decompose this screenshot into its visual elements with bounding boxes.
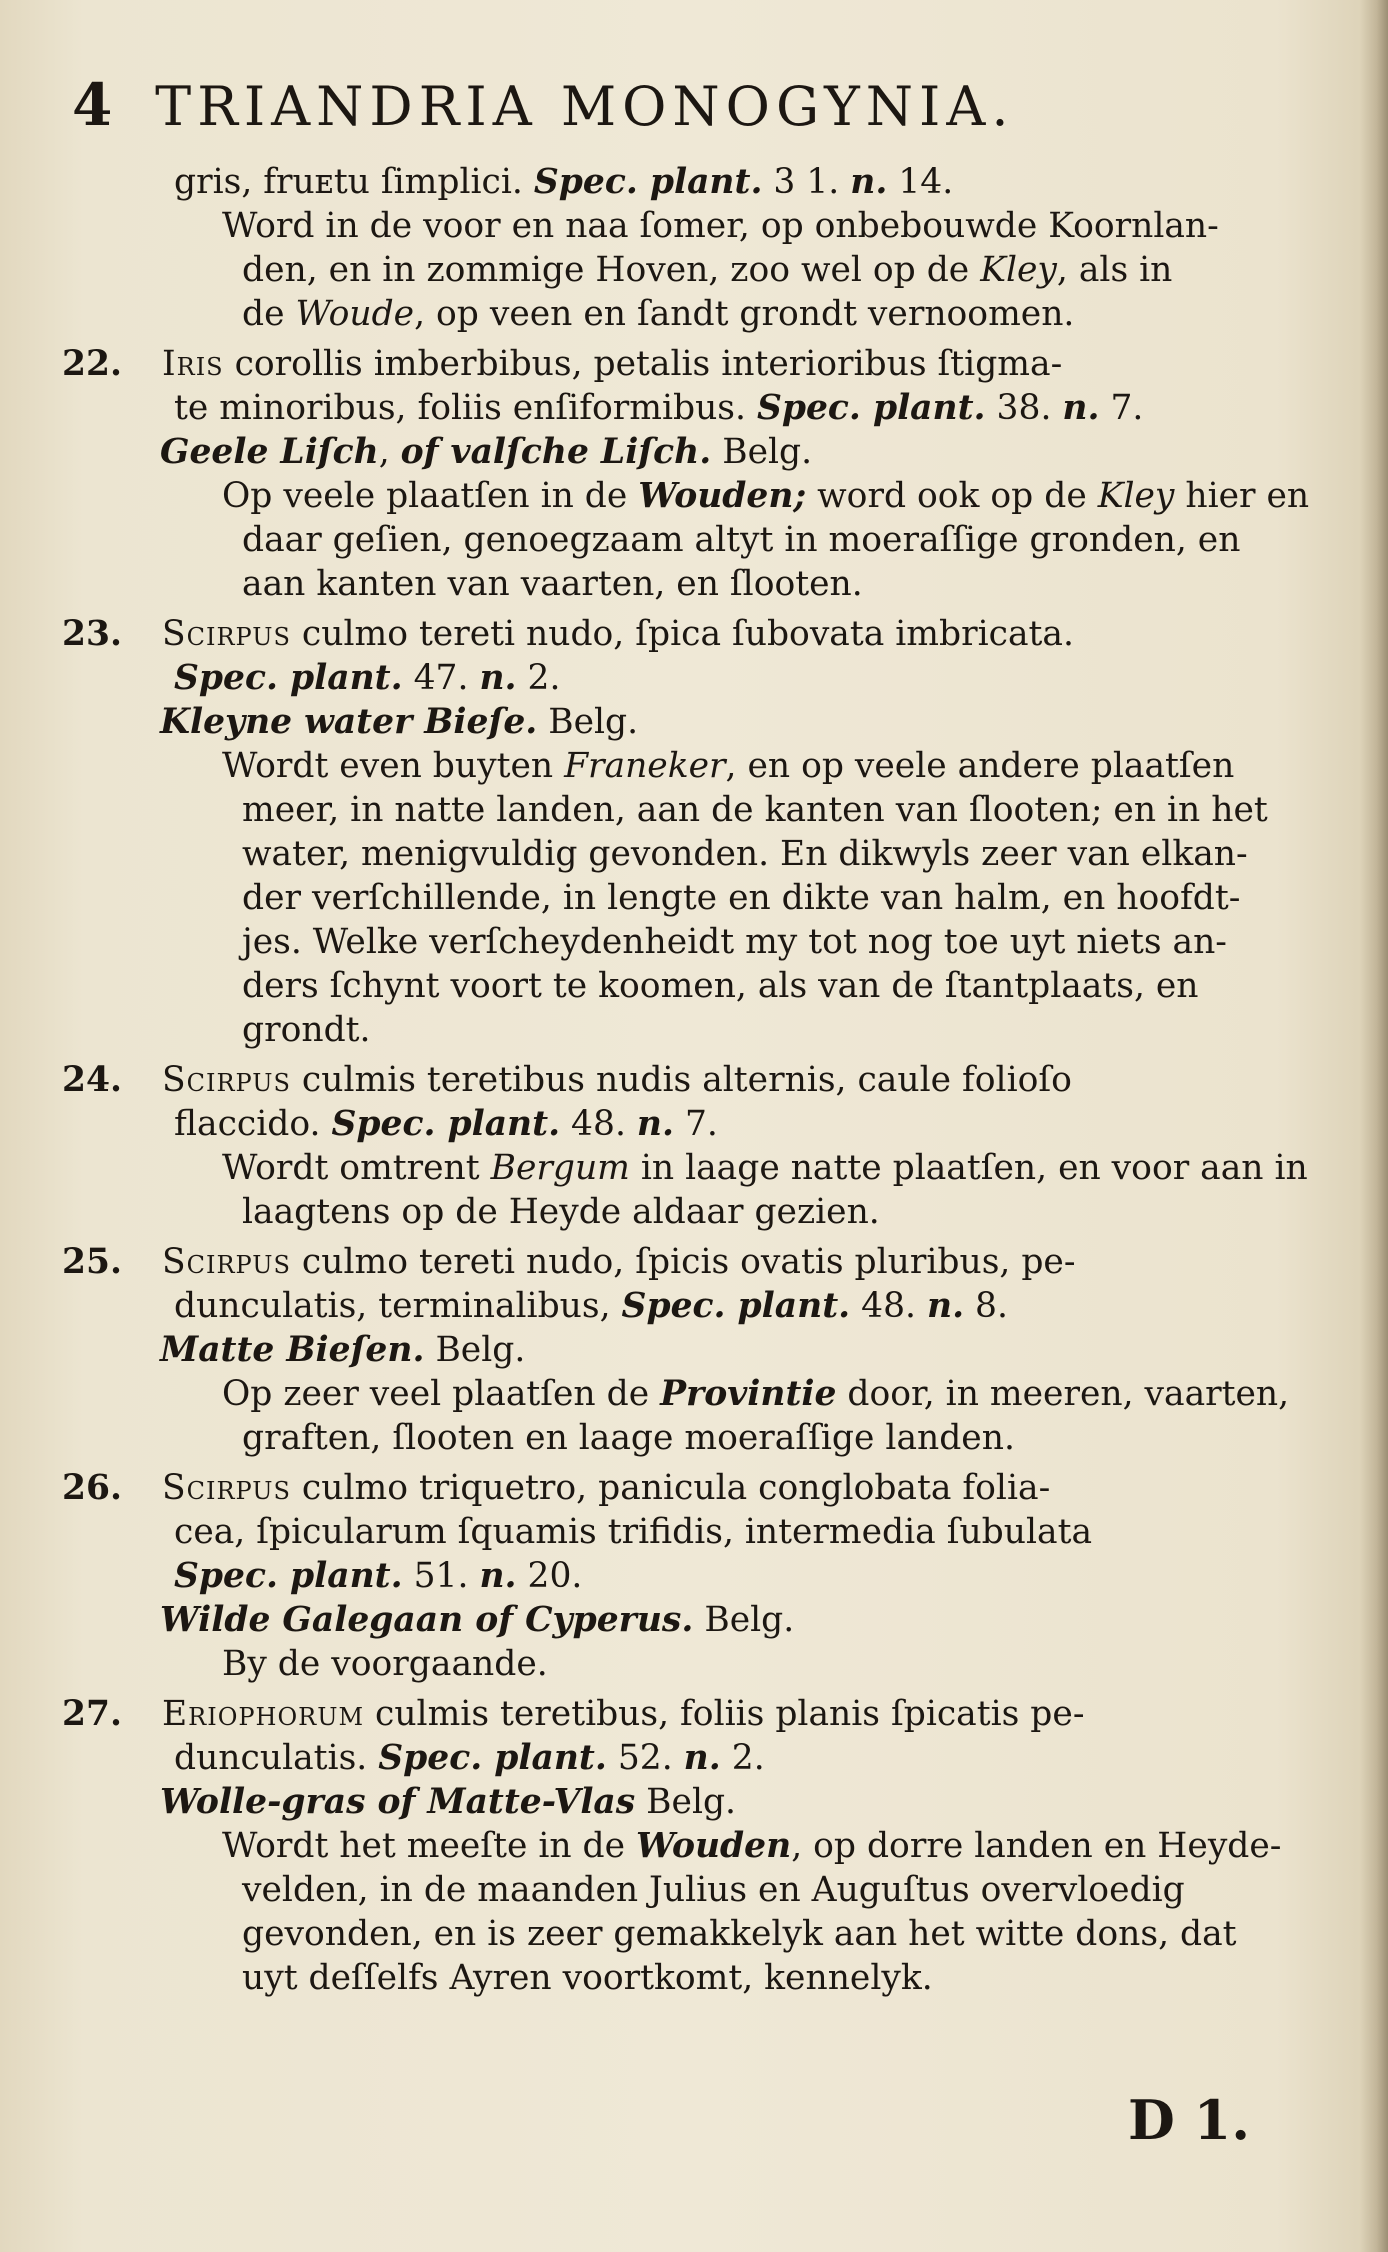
text-line <box>62 788 1282 832</box>
text-line <box>62 1416 1282 1460</box>
species-entry <box>62 612 1282 1052</box>
text-span: gevonden, en is zeer gemakkelyk aan het witte dons, dat <box>242 1914 1237 1954</box>
text-span: Kley <box>980 250 1057 290</box>
text-span: Spec. plant. <box>174 658 403 698</box>
text-span: , en op veele andere plaatſen <box>725 746 1235 786</box>
species-entry <box>62 1058 1308 1234</box>
text-line <box>62 386 1282 430</box>
text-span: 3 1. <box>762 162 851 202</box>
text-span: meer, in natte landen, aan de kanten van ſlooten; en in het <box>242 790 1268 830</box>
text-span: Spec. plant. <box>378 1738 607 1778</box>
running-header <box>72 70 1182 140</box>
text-span: Scirpus <box>162 1242 291 1282</box>
text-span: 48. <box>560 1104 637 1144</box>
text-span: Wouden; <box>638 476 807 516</box>
text-line <box>62 1692 1282 1736</box>
text-line <box>62 1328 1282 1372</box>
text-line <box>62 1912 1282 1956</box>
text-span: culmo tereti nudo, ſpica ſubovata imbricata. <box>290 614 1074 654</box>
entry-number: 26. <box>62 1468 123 1508</box>
text-line <box>62 1284 1282 1328</box>
text-span: n. <box>850 162 888 202</box>
text-line <box>62 342 1282 386</box>
text-span: Wouden <box>636 1826 792 1866</box>
text-line <box>62 612 1282 656</box>
species-entry <box>62 1692 1282 2000</box>
text-span: 38. <box>985 388 1063 428</box>
text-span: flaccido. <box>174 1104 332 1144</box>
text-span: Op veele plaatſen in de <box>222 476 639 516</box>
text-span: 7. <box>1099 388 1144 428</box>
text-span: culmo tereti nudo, ſpicis ovatis pluribus, pe- <box>290 1242 1076 1282</box>
text-span: Kleyne water Bieſe. <box>160 702 538 742</box>
text-span: 48. <box>850 1286 927 1326</box>
text-span: in laage natte plaatſen, en voor aan in <box>629 1148 1308 1188</box>
text-span: dunculatis, terminalibus, <box>174 1286 622 1326</box>
text-line <box>62 562 1282 606</box>
text-line <box>62 964 1282 1008</box>
text-span: graften, ſlooten en laage moeraſſige landen. <box>242 1418 1015 1458</box>
text-span: Scirpus <box>162 614 291 654</box>
text-span: n. <box>683 1738 721 1778</box>
text-line <box>62 1372 1290 1416</box>
text-line <box>62 1146 1308 1190</box>
species-entry <box>62 342 1310 606</box>
text-body <box>62 160 1310 2006</box>
species-entry <box>62 160 1282 336</box>
text-span: , als in <box>1056 250 1173 290</box>
text-span: culmis teretibus, foliis planis ſpicatis pe- <box>364 1694 1085 1734</box>
text-span: cea, ſpicularum ſquamis trifidis, intermedia ſubulata <box>174 1512 1093 1552</box>
text-span: dunculatis. <box>174 1738 379 1778</box>
text-span: Bergum <box>490 1148 630 1188</box>
text-span: 7. <box>674 1104 718 1144</box>
text-span: Scirpus <box>162 1060 291 1100</box>
text-line <box>62 1868 1282 1912</box>
text-span: , op veen en ſandt grondt vernoomen. <box>414 294 1075 334</box>
running-title: TRIANDRIA MONOGYNIA. <box>155 75 1015 138</box>
text-span: Wordt omtrent <box>222 1148 491 1188</box>
text-line <box>62 1466 1282 1510</box>
text-span: Spec. plant. <box>331 1104 561 1144</box>
entry-number: 23. <box>62 614 123 654</box>
text-line <box>62 1008 1282 1052</box>
text-span: , op dorre landen en Heyde- <box>791 1826 1282 1866</box>
text-span: aan kanten van vaarten, en ſlooten. <box>242 564 863 604</box>
signature-mark: D 1. <box>1128 2088 1251 2152</box>
text-span: 20. <box>516 1556 583 1596</box>
text-span: laagtens op de Heyde aldaar gezien. <box>242 1192 880 1232</box>
text-line <box>62 920 1282 964</box>
page-edge-shadow <box>1360 0 1388 2252</box>
text-span: word ook op de <box>806 476 1098 516</box>
text-span: Franeker <box>564 746 726 786</box>
text-span: grondt. <box>242 1010 371 1050</box>
text-span: hier en <box>1174 476 1310 516</box>
text-span: Spec. plant. <box>756 388 986 428</box>
text-span: jes. Welke verſcheydenheidt my tot nog toe uyt niets an- <box>242 922 1227 962</box>
text-span: Woude <box>295 294 415 334</box>
text-span: 47. <box>402 658 480 698</box>
text-span: 8. <box>964 1286 1008 1326</box>
entry-number: 27. <box>62 1694 123 1734</box>
text-line <box>62 700 1282 744</box>
text-line <box>62 1780 1282 1824</box>
text-line <box>62 832 1282 876</box>
text-span: ders ſchynt voort te koomen, als van de ſtantplaats, en <box>242 966 1199 1006</box>
text-span: n. <box>636 1104 675 1144</box>
text-span: Spec. plant. <box>174 1556 403 1596</box>
text-line <box>62 1736 1282 1780</box>
text-span: den, en in zommige Hoven, zoo wel op de <box>242 250 981 290</box>
text-span: n. <box>1062 388 1100 428</box>
text-span: Wolle-gras of Matte-Vlas <box>160 1782 636 1822</box>
text-span: der verſchillende, in lengte en dikte van halm, en hoofdt- <box>242 878 1241 918</box>
text-span: Belg. <box>424 1330 526 1370</box>
text-span: 14. <box>887 162 954 202</box>
text-line <box>62 1598 1282 1642</box>
text-span: n. <box>479 658 517 698</box>
species-entry <box>62 1466 1282 1686</box>
text-line <box>62 204 1282 248</box>
text-span: Op zeer veel plaatſen de <box>222 1374 661 1414</box>
text-line <box>62 1058 1282 1102</box>
text-line <box>62 1824 1282 1868</box>
text-span: Wordt even buyten <box>222 746 565 786</box>
text-span: uyt deſſelfs Ayren voortkomt, kennelyk. <box>242 1958 933 1998</box>
text-line <box>62 1956 1282 2000</box>
text-span: velden, in de maanden Julius en Auguſtus overvloedig <box>242 1870 1185 1910</box>
text-span: 2. <box>720 1738 765 1778</box>
text-span: Spec. plant. <box>533 162 763 202</box>
text-span: Eriophorum <box>162 1694 365 1734</box>
text-span: te minoribus, foliis enſiformibus. <box>174 388 757 428</box>
text-line <box>62 656 1282 700</box>
text-span: of valſche Liſch. <box>400 432 712 472</box>
text-span: Matte Bieſen. <box>160 1330 425 1370</box>
text-line <box>62 430 1282 474</box>
text-span: door, in meeren, vaarten, <box>836 1374 1290 1414</box>
text-line <box>62 1102 1282 1146</box>
text-span: gris, fruᴇtu ſimplici. <box>174 162 534 202</box>
text-line <box>62 248 1282 292</box>
text-span: Belg. <box>537 702 639 742</box>
text-line <box>62 1240 1282 1284</box>
entry-number: 24. <box>62 1060 123 1100</box>
text-span: Iris <box>162 344 224 384</box>
text-span: water, menigvuldig gevonden. En dikwyls zeer van elkan- <box>242 834 1248 874</box>
text-span: Wordt het meeſte in de <box>222 1826 637 1866</box>
text-line <box>62 518 1282 562</box>
species-entry <box>62 1240 1290 1460</box>
text-span: Belg. <box>693 1600 795 1640</box>
text-span: , <box>378 432 401 472</box>
entry-number: 25. <box>62 1242 123 1282</box>
page-number: 4 <box>72 71 119 139</box>
text-span: n. <box>926 1286 965 1326</box>
text-span: corollis imberbibus, petalis interioribus ſtigma- <box>223 344 1063 384</box>
text-span: daar geſien, genoegzaam altyt in moeraſſige gronden, en <box>242 520 1241 560</box>
text-span: Belg. <box>711 432 813 472</box>
text-span: 51. <box>402 1556 480 1596</box>
text-span: 2. <box>516 658 561 698</box>
entry-number: 22. <box>62 344 123 384</box>
text-line <box>62 160 1282 204</box>
text-line <box>62 744 1282 788</box>
text-span: Scirpus <box>162 1468 291 1508</box>
text-span: 52. <box>606 1738 684 1778</box>
text-span: de <box>242 294 296 334</box>
text-line <box>62 292 1282 336</box>
text-span: Geele Liſch <box>160 432 379 472</box>
text-span: Spec. plant. <box>621 1286 851 1326</box>
text-span: culmis teretibus nudis alternis, caule folioſo <box>290 1060 1072 1100</box>
text-span: Belg. <box>635 1782 737 1822</box>
text-span: culmo triquetro, panicula conglobata folia- <box>290 1468 1051 1508</box>
text-span: Wilde Galegaan of Cyperus. <box>160 1600 694 1640</box>
text-span: Provintie <box>660 1374 837 1414</box>
text-line <box>62 876 1282 920</box>
text-span: Word in de voor en naa ſomer, op onbebouwde Koornlan- <box>222 206 1219 246</box>
text-line <box>62 474 1310 518</box>
text-line <box>62 1554 1282 1598</box>
text-span: By de voorgaande. <box>222 1644 548 1684</box>
text-line <box>62 1510 1282 1554</box>
text-line <box>62 1642 1282 1686</box>
text-span: Kley <box>1097 476 1175 516</box>
text-span: n. <box>479 1556 517 1596</box>
text-line <box>62 1190 1282 1234</box>
